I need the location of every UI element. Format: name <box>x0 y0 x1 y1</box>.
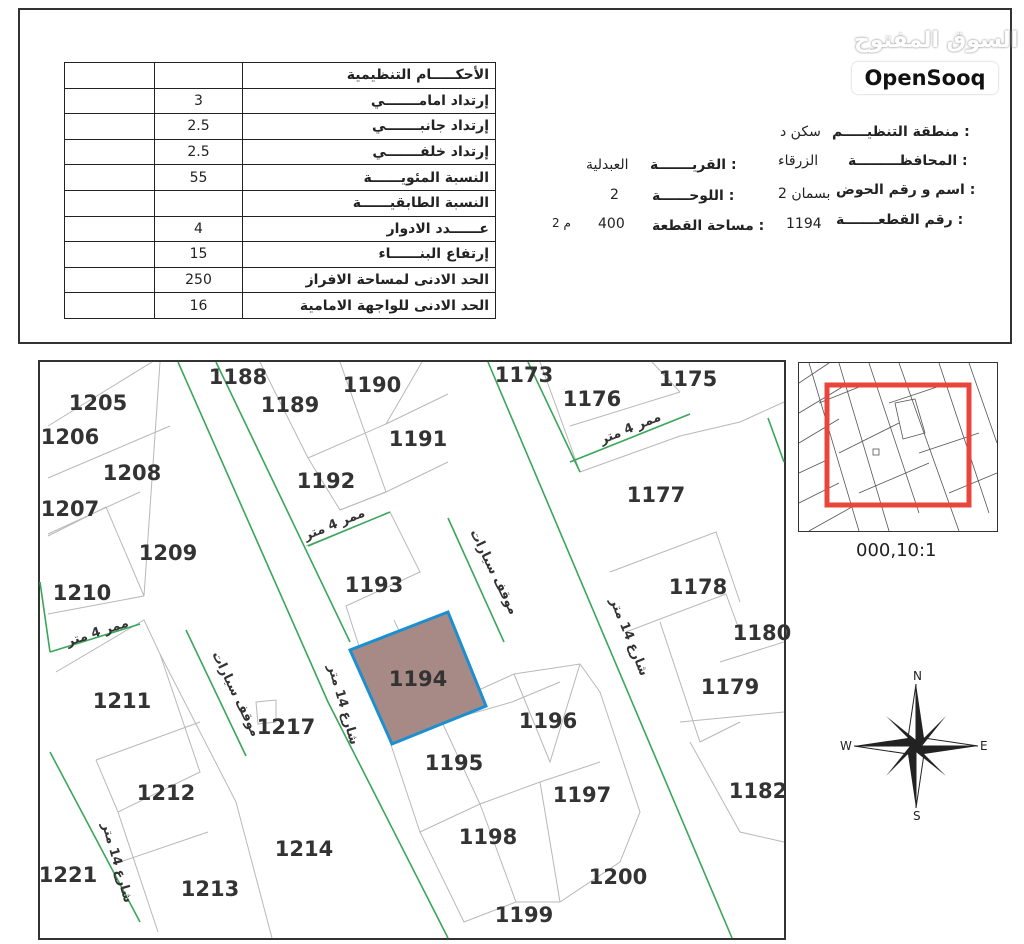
area-value: 400 <box>598 216 625 232</box>
opensooq-logo: OpenSooq <box>852 62 998 94</box>
street-label: شارع 14 متر <box>606 595 652 679</box>
parcel-1214: 1214 <box>274 837 334 861</box>
table-row <box>65 293 496 319</box>
parcel-1173: 1173 <box>494 363 554 387</box>
street-label: شارع 14 متر <box>324 662 362 747</box>
parcel-1221: 1221 <box>38 863 98 887</box>
map-canvas <box>38 362 792 938</box>
compass-n: N <box>913 669 922 683</box>
parcel-1178: 1178 <box>668 575 728 599</box>
parcel-1200: 1200 <box>588 865 648 889</box>
parcel-1212: 1212 <box>136 781 196 805</box>
table-row <box>65 216 496 242</box>
parcel-label: رقم القطعـــــــة : <box>836 212 964 228</box>
table-row <box>65 139 496 165</box>
compass-w: W <box>840 739 852 753</box>
rule-label: إرتداد امامـــــــي <box>243 88 496 114</box>
rule-value: 55 <box>155 165 243 191</box>
parking-label: موقف سيارات <box>466 527 521 618</box>
path-label: ممر 4 متر <box>64 615 131 650</box>
parcel-1206: 1206 <box>40 425 100 449</box>
zone-label: منطقة التنظيـــــم : <box>832 124 970 140</box>
parcel-1182: 1182 <box>728 779 788 803</box>
parcel-1180: 1180 <box>732 621 792 645</box>
regulations-table <box>64 62 496 319</box>
rule-label: إرتفاع البنــــــاء <box>243 242 496 268</box>
area-label: مساحة القطعة : <box>652 218 765 234</box>
path-label: ممر 4 متر <box>301 505 368 544</box>
table-row <box>65 88 496 114</box>
rule-value: 2.5 <box>155 139 243 165</box>
parcel-1213: 1213 <box>180 877 240 901</box>
cadastral-map <box>38 360 792 940</box>
parcel-value: 1194 <box>786 216 822 232</box>
parcel-1179: 1179 <box>700 675 760 699</box>
rule-label: عــــــدد الادوار <box>243 216 496 242</box>
compass-e: E <box>980 739 988 753</box>
parcel-1191: 1191 <box>388 427 448 451</box>
rule-label: الحد الادنى للواجهة الامامية <box>243 293 496 319</box>
street-label: شارع 14 متر <box>98 820 136 905</box>
basin-label: اسم و رقم الحوض : <box>836 182 976 198</box>
village-label: القريـــــــة : <box>650 157 737 173</box>
governorate-label: المحافظـــــــــة : <box>848 153 968 169</box>
rule-value: 250 <box>155 267 243 293</box>
scale-label: 000,10:1 <box>856 540 937 561</box>
rule-value: 15 <box>155 242 243 268</box>
sheet-label: اللوحــــــة : <box>652 188 735 204</box>
governorate-value: الزرقاء <box>778 153 819 169</box>
parcel-1210: 1210 <box>52 581 112 605</box>
parking-label: موقف سيارات <box>208 649 263 740</box>
rule-label: الحد الادنى لمساحة الافراز <box>243 267 496 293</box>
compass-s: S <box>913 809 921 823</box>
table-header: الأحكـــــام التنظيمية <box>243 63 496 89</box>
sheet-value: 2 <box>610 187 619 203</box>
rule-value: 3 <box>155 88 243 114</box>
table-row <box>65 114 496 140</box>
parcel-1207: 1207 <box>40 497 100 521</box>
parcel-1208: 1208 <box>102 461 162 485</box>
rule-value: 2.5 <box>155 114 243 140</box>
parcel-1217: 1217 <box>256 715 316 739</box>
parcel-1195: 1195 <box>424 751 484 775</box>
parcel-1177: 1177 <box>626 483 686 507</box>
rule-label: النسبة الطابقيــــــة <box>243 190 496 216</box>
table-row <box>65 190 496 216</box>
table-row <box>65 267 496 293</box>
basin-value: بسمان 2 <box>778 186 831 202</box>
parcel-1211: 1211 <box>92 689 152 713</box>
parcel-1194: 1194 <box>388 667 448 691</box>
parcel-1197: 1197 <box>552 783 612 807</box>
parcel-1193: 1193 <box>344 573 404 597</box>
parcel-1189: 1189 <box>260 393 320 417</box>
key-map-highlight <box>827 385 969 505</box>
parcel-1190: 1190 <box>342 373 402 397</box>
parcel-1209: 1209 <box>138 541 198 565</box>
path-label: ممر 4 متر <box>597 409 664 448</box>
compass-icon <box>836 668 996 824</box>
parcel-1199: 1199 <box>494 903 554 927</box>
table-row <box>65 165 496 191</box>
watermark-arabic: السوق المفتوح <box>854 28 1019 53</box>
area-unit: م 2 <box>552 216 571 230</box>
key-map <box>798 362 998 532</box>
parcel-1175: 1175 <box>658 367 718 391</box>
rule-label: إرتداد جانبـــــــي <box>243 114 496 140</box>
parcel-1198: 1198 <box>458 825 518 849</box>
parcel-1196: 1196 <box>518 709 578 733</box>
rule-value: 4 <box>155 216 243 242</box>
parcel-1192: 1192 <box>296 469 356 493</box>
rule-label: إرتداد خلفـــــــي <box>243 139 496 165</box>
table-row <box>65 63 496 89</box>
zone-value: سكن د <box>780 124 821 140</box>
village-value: العبدلية <box>586 157 629 173</box>
table-row <box>65 242 496 268</box>
rule-label: النسبة المئويــــــة <box>243 165 496 191</box>
parcel-1205: 1205 <box>68 391 128 415</box>
rule-value: 16 <box>155 293 243 319</box>
rule-value <box>155 190 243 216</box>
parcel-1188: 1188 <box>208 365 268 389</box>
parcel-1176: 1176 <box>562 387 622 411</box>
